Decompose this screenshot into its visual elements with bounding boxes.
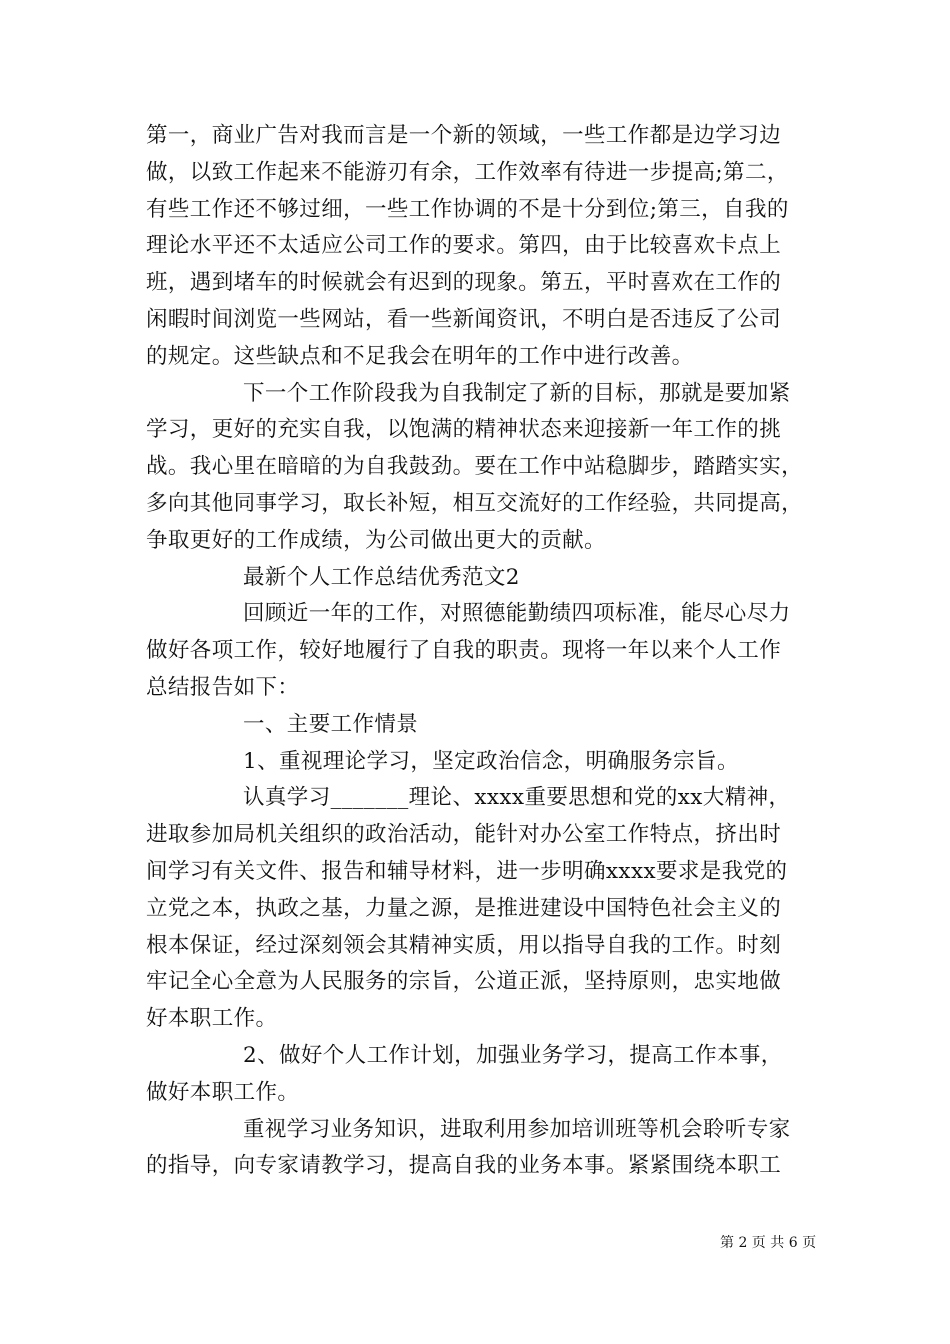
text-line: 做，以致工作起来不能游刃有余，工作效率有待进一步提高;第二， [146, 159, 789, 185]
text-line: 争取更好的工作成绩，为公司做出更大的贡献。 [146, 527, 606, 553]
text-line: 最新个人工作总结优秀范文2 [243, 564, 520, 590]
text-line: 做好本职工作。 [146, 1079, 300, 1105]
document-body [146, 118, 818, 1185]
text-line: 多向其他同事学习，取长补短，相互交流好的工作经验，共同提高， [146, 490, 804, 516]
text-line: 根本保证，经过深刻领会其精神实质，用以指导自我的工作。时刻 [146, 932, 782, 958]
text-line: 战。我心里在暗暗的为自我鼓劲。要在工作中站稳脚步，踏踏实实， [146, 454, 804, 480]
text-line: 闲暇时间浏览一些网站，看一些新闻资讯，不明白是否违反了公司 [146, 306, 782, 332]
text-line: 总结报告如下： [146, 674, 300, 700]
text-line: 第一，商业广告对我而言是一个新的领域，一些工作都是边学习边 [146, 123, 782, 148]
text-line: 进取参加局机关组织的政治活动，能针对办公室工作特点，挤出时 [146, 822, 782, 848]
text-line: 班，遇到堵车的时候就会有迟到的现象。第五，平时喜欢在工作的 [146, 270, 782, 296]
text-line: 牢记全心全意为人民服务的宗旨，公道正派，坚持原则，忠实地做 [146, 969, 782, 995]
text-line: 认真学习_______理论、xxxx重要思想和党的xx大精神， [243, 785, 791, 811]
text-line: 学习，更好的充实自我，以饱满的精神状态来迎接新一年工作的挑 [146, 417, 782, 443]
text-line: 重视学习业务知识，进取利用参加培训班等机会聆听专家 [243, 1116, 791, 1142]
text-line: 有些工作还不够过细，一些工作协调的不是十分到位;第三，自我的 [146, 196, 789, 222]
text-line: 做好各项工作，较好地履行了自我的职责。现将一年以来个人工作 [146, 638, 782, 664]
text-line: 的指导，向专家请教学习，提高自我的业务本事。紧紧围绕本职工 [146, 1153, 782, 1179]
page-footer: 第 2 页 共 6 页 [720, 1235, 817, 1251]
text-line: 下一个工作阶段我为自我制定了新的目标，那就是要加紧 [243, 380, 791, 406]
text-line: 理论水平还不太适应公司工作的要求。第四，由于比较喜欢卡点上 [146, 233, 782, 259]
text-line: 1、重视理论学习，坚定政治信念，明确服务宗旨。 [243, 748, 739, 774]
text-line: 的规定。这些缺点和不足我会在明年的工作中进行改善。 [146, 343, 694, 369]
text-line: 立党之本，执政之基，力量之源，是推进建设中国特色社会主义的 [146, 895, 782, 921]
text-line: 好本职工作。 [146, 1006, 278, 1032]
text-line: 2、做好个人工作计划，加强业务学习，提高工作本事， [243, 1042, 783, 1068]
text-line: 回顾近一年的工作，对照德能勤绩四项标准，能尽心尽力 [243, 601, 791, 627]
text-line: 一、主要工作情景 [243, 711, 419, 737]
text-line: 间学习有关文件、报告和辅导材料，进一步明确xxxx要求是我党的 [146, 858, 788, 884]
